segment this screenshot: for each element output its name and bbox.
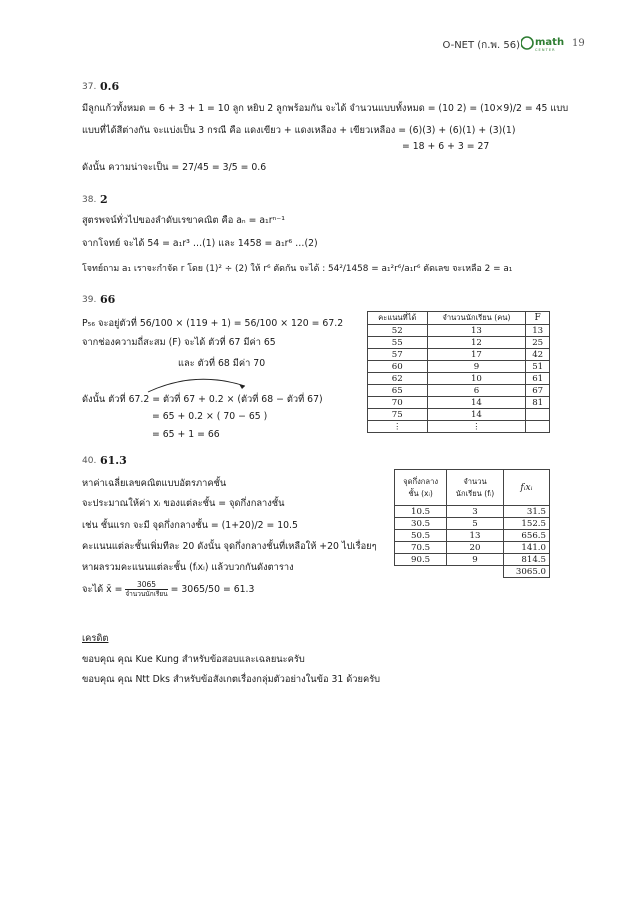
q40-table-cell: 10.5: [395, 506, 447, 518]
q38-line1: สูตรพจน์ทั่วไปของลำดับเรขาคณิต คือ aₙ = a₁rⁿ⁻¹: [82, 215, 285, 226]
q40-table-cell: 152.5: [503, 518, 549, 530]
q40-table-cell: 9: [447, 554, 504, 566]
q40-th-count: [447, 470, 504, 506]
q39-table-row: [368, 397, 550, 409]
q39-table-cell: 6: [427, 385, 526, 397]
q39-answer: 66: [100, 293, 116, 306]
q40-total-blank: [395, 566, 447, 578]
q39-table-cell: 9: [427, 361, 526, 373]
q37-line2: แบบที่ได้สีต่างกัน จะแบ่งเป็น 3 กรณี คือ แดงเขียว + แดงเหลือง + เขียวเหลือง = (6)(3) + (6)(1) + (3)(1): [82, 125, 516, 136]
q39-line1: P₅₆ จะอยู่ตัวที่ 56/100 × (119 + 1) = 56/100 × 120 = 67.2: [82, 318, 344, 329]
q40-table-cell: 30.5: [395, 518, 447, 530]
q39-th-F: F: [526, 312, 550, 325]
q39-line2: จากช่องความถี่สะสม (F) จะได้ ตัวที่ 67 มีค่า 65: [82, 337, 276, 348]
q40-total-row: [395, 566, 550, 578]
q39-table-cell: 13: [427, 325, 526, 337]
credit-title: เครดิต: [82, 633, 109, 644]
q39-table-row: [368, 337, 550, 349]
q40-table-cell: 814.5: [503, 554, 549, 566]
q40-midpoint-table: [394, 469, 550, 578]
q39-table-cell: 57: [368, 349, 428, 361]
q38-number: 38.: [82, 195, 97, 205]
q40-th-count-a: จำนวน: [463, 476, 487, 486]
q40-table-cell: 50.5: [395, 530, 447, 542]
q40-table-cell: 13: [447, 530, 504, 542]
q40-table-cell: 90.5: [395, 554, 447, 566]
q39-table-cell: ⋮: [368, 421, 428, 433]
q39-table-row: [368, 349, 550, 361]
q39-table-cell: 65: [368, 385, 428, 397]
q39-table-cell: [526, 421, 550, 433]
q39-th-score: คะแนนที่ได้: [368, 312, 428, 325]
q40-table-row: [395, 542, 550, 554]
q37-answer: 0.6: [100, 80, 120, 93]
q40-fraction-numerator: 3065: [125, 580, 167, 590]
q39-line6: = 65 + 1 = 66: [152, 429, 220, 440]
q39-table-cell: 55: [368, 337, 428, 349]
q39-table-row: [368, 421, 550, 433]
q40-table-row: [395, 530, 550, 542]
credit-line1: ขอบคุณ คุณ Kue Kung สำหรับข้อสอบและเฉลยนะครับ: [82, 654, 305, 665]
q39-table-cell: 51: [526, 361, 550, 373]
q39-table-row: [368, 385, 550, 397]
q40-fraction-denominator: จำนวนนักเรียน: [125, 590, 168, 598]
q40-table-cell: 20: [447, 542, 504, 554]
q40-number: 40.: [82, 456, 97, 466]
q40-table-cell: 31.5: [503, 506, 549, 518]
q39-table-cell: 13: [526, 325, 550, 337]
q40-answer: 61.3: [100, 454, 127, 467]
q39-table-row: [368, 325, 550, 337]
q39-curve-arrow: [140, 372, 260, 394]
q39-table-cell: 61: [526, 373, 550, 385]
q37-line3: = 18 + 6 + 3 = 27: [402, 141, 490, 152]
q40-line3: เช่น ชั้นแรก จะมี จุดกึ่งกลางชั้น = (1+20)/2 = 10.5: [82, 520, 298, 531]
q40-mean-line: [82, 580, 254, 599]
q40-line4: คะแนนแต่ละชั้นเพิ่มทีละ 20 ดังนั้น จุดกึ่งกลางชั้นที่เหลือให้ +20 ไปเรื่อยๆ: [82, 541, 377, 552]
q39-line5: = 65 + 0.2 × ( 70 − 65 ): [152, 411, 268, 422]
logo-text: math: [535, 37, 565, 48]
q40-th-midpoint: [395, 470, 447, 506]
q39-table-cell: 10: [427, 373, 526, 385]
q39-table-cell: 62: [368, 373, 428, 385]
q39-table-cell: ⋮: [427, 421, 526, 433]
math-center-logo: [521, 34, 565, 52]
q39-number: 39.: [82, 295, 97, 305]
q39-table-row: [368, 409, 550, 421]
q38-line3: โจทย์ถาม a₁ เราจะกำจัด r โดย (1)² ÷ (2) ให้ r⁶ ตัดกัน จะได้ : 54²/1458 = a₁²r⁶/a₁r⁶ ตัดเลข จะเหลือ 2 = a₁: [82, 264, 513, 274]
q39-line3: และ ตัวที่ 68 มีค่า 70: [178, 358, 266, 369]
q40-th-count-b: นักเรียน (fᵢ): [455, 488, 495, 498]
q40-th-midpoint-a: จุดกึ่งกลาง: [403, 476, 439, 486]
q40-th-midpoint-b: ชั้น (xᵢ): [408, 488, 433, 498]
q40-table-cell: 3: [447, 506, 504, 518]
q40-line5: หาผลรวมคะแนนแต่ละชั้น (fᵢxᵢ) แล้วบวกกันดังตาราง: [82, 562, 294, 573]
q37-number: 37.: [82, 82, 97, 92]
q39-table-cell: 60: [368, 361, 428, 373]
q39-frequency-table: [367, 311, 550, 433]
q40-total-blank: [447, 566, 504, 578]
q39-table-cell: 14: [427, 397, 526, 409]
q40-table-cell: 141.0: [503, 542, 549, 554]
q40-table-cell: 656.5: [503, 530, 549, 542]
q39-table-cell: 25: [526, 337, 550, 349]
q40-total-cell: 3065.0: [503, 566, 549, 578]
q40-mean-result: = 3065/50 = 61.3: [170, 584, 255, 595]
q39-table-row: [368, 373, 550, 385]
logo-sub: C E N T E R: [535, 48, 555, 52]
q39-line4: ดังนั้น ตัวที่ 67.2 = ตัวที่ 67 + 0.2 × (ตัวที่ 68 − ตัวที่ 67): [82, 394, 323, 405]
q39-table-cell: 42: [526, 349, 550, 361]
page-number: 19: [572, 38, 585, 49]
q40-table-row: [395, 554, 550, 566]
q40-table-cell: 5: [447, 518, 504, 530]
q39-table-cell: [526, 409, 550, 421]
q39-table-cell: 12: [427, 337, 526, 349]
q40-table-row: [395, 518, 550, 530]
q37-line1: มีลูกแก้วทั้งหมด = 6 + 3 + 1 = 10 ลูก หยิบ 2 ลูกพร้อมกัน จะได้ จำนวนแบบทั้งหมด = (10 2) = (10×9)/2 = 45 แบบ: [82, 103, 569, 114]
page-header-title: O-NET (ก.พ. 56): [442, 40, 520, 51]
credit-line2: ขอบคุณ คุณ Ntt Dks สำหรับข้อสังเกตเรื่องกลุ่มตัวอย่างในข้อ 31 ด้วยครับ: [82, 674, 381, 685]
q37-line4: ดังนั้น ความน่าจะเป็น = 27/45 = 3/5 = 0.6: [82, 162, 267, 173]
q40-line1: หาค่าเฉลี่ยเลขคณิตแบบอัตรภาคชั้น: [82, 478, 227, 489]
q39-table-row: [368, 361, 550, 373]
q39-table-cell: 17: [427, 349, 526, 361]
q40-line2: จะประมาณให้ค่า xᵢ ของแต่ละชั้น = จุดกึ่งกลางชั้น: [82, 498, 285, 509]
q39-table-cell: 70: [368, 397, 428, 409]
q40-fraction: [125, 580, 167, 599]
q38-line2: จากโจทย์ จะได้ 54 = a₁r³ …(1) และ 1458 = a₁r⁶ …(2): [82, 238, 318, 249]
q39-table-cell: 52: [368, 325, 428, 337]
q39-table-cell: 81: [526, 397, 550, 409]
q40-th-fx: fᵢxᵢ: [503, 470, 549, 506]
q39-table-cell: 67: [526, 385, 550, 397]
q39-table-cell: 14: [427, 409, 526, 421]
q40-mean-label: จะได้ x̄ =: [82, 584, 126, 595]
q39-table-cell: 75: [368, 409, 428, 421]
q39-th-count: จำนวนนักเรียน (คน): [427, 312, 526, 325]
q40-table-row: [395, 506, 550, 518]
q40-table-cell: 70.5: [395, 542, 447, 554]
q38-answer: 2: [100, 193, 108, 206]
